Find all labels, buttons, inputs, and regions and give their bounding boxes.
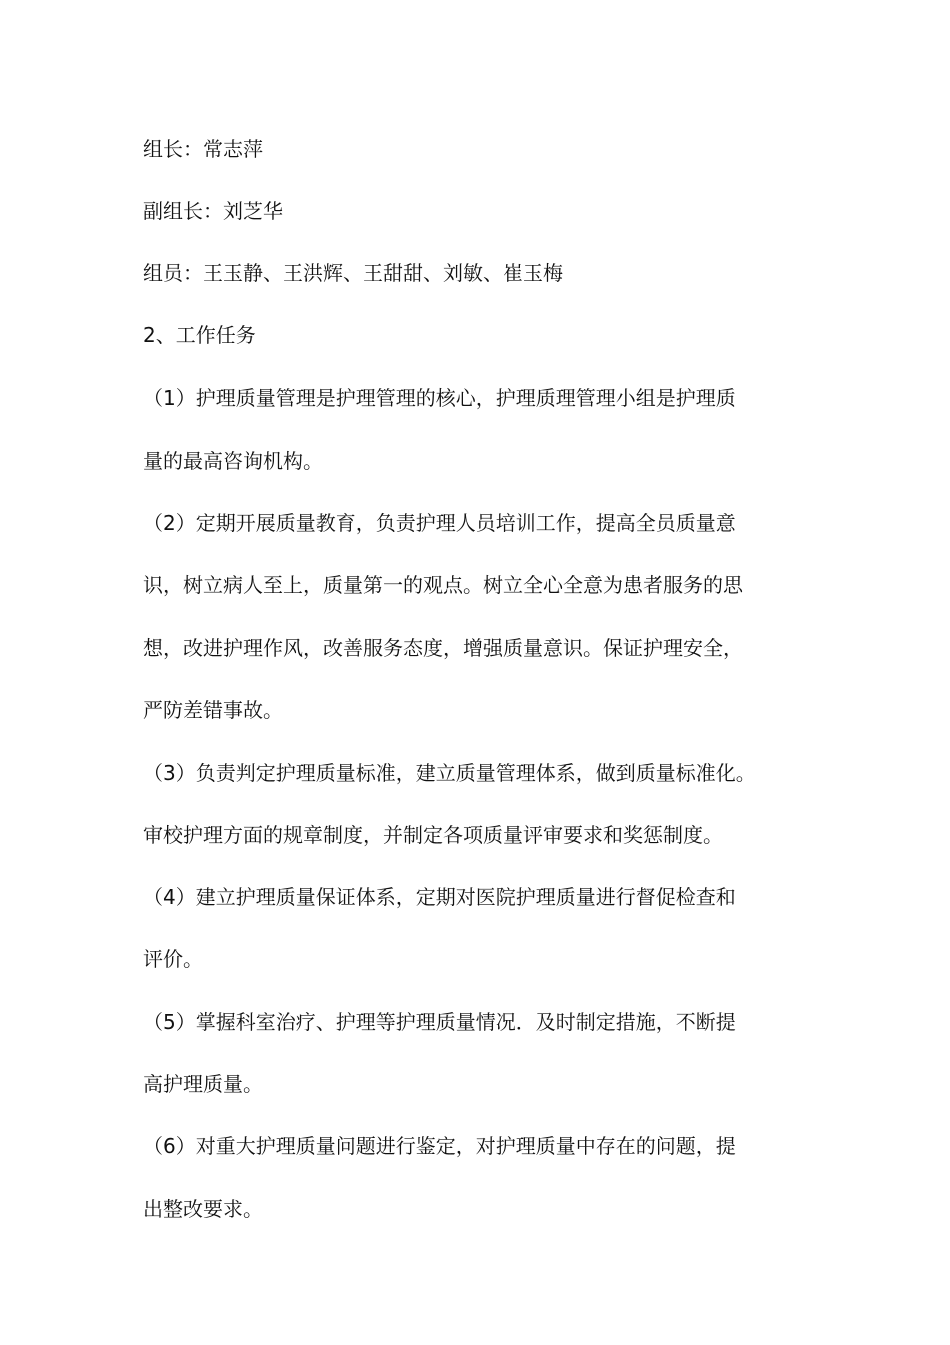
deputy-leader-line: 副组长：刘芝华 [143,199,283,223]
task-3-line-2: 审校护理方面的规章制度，并制定各项质量评审要求和奖惩制度。 [143,823,723,847]
group-leader-line: 组长：常志萍 [143,137,263,161]
section-heading: 2、工作任务 [143,323,256,347]
task-4-line-2: 评价。 [143,947,203,971]
task-3-line-1: （3）负责判定护理质量标准，建立质量管理体系，做到质量标准化。 [143,761,756,785]
task-5-line-2: 高护理质量。 [143,1072,263,1096]
task-2-line-2: 识，树立病人至上，质量第一的观点。树立全心全意为患者服务的思 [143,573,743,597]
task-6-line-1: （6）对重大护理质量问题进行鉴定，对护理质量中存在的问题，提 [143,1134,736,1158]
task-2-line-1: （2）定期开展质量教育，负责护理人员培训工作，提高全员质量意 [143,511,736,535]
task-2-line-4: 严防差错事故。 [143,698,283,722]
members-line: 组员：王玉静、王洪辉、王甜甜、刘敏、崔玉梅 [143,261,563,285]
task-6-line-2: 出整改要求。 [143,1197,263,1221]
task-4-line-1: （4）建立护理质量保证体系，定期对医院护理质量进行督促检查和 [143,885,736,909]
task-1-line-2: 量的最高咨询机构。 [143,449,323,473]
task-1-line-1: （1）护理质量管理是护理管理的核心，护理质理管理小组是护理质 [143,386,736,410]
task-2-line-3: 想，改进护理作风，改善服务态度，增强质量意识。保证护理安全， [143,636,743,660]
task-5-line-1: （5）掌握科室治疗、护理等护理质量情况．及时制定措施，不断提 [143,1010,736,1034]
